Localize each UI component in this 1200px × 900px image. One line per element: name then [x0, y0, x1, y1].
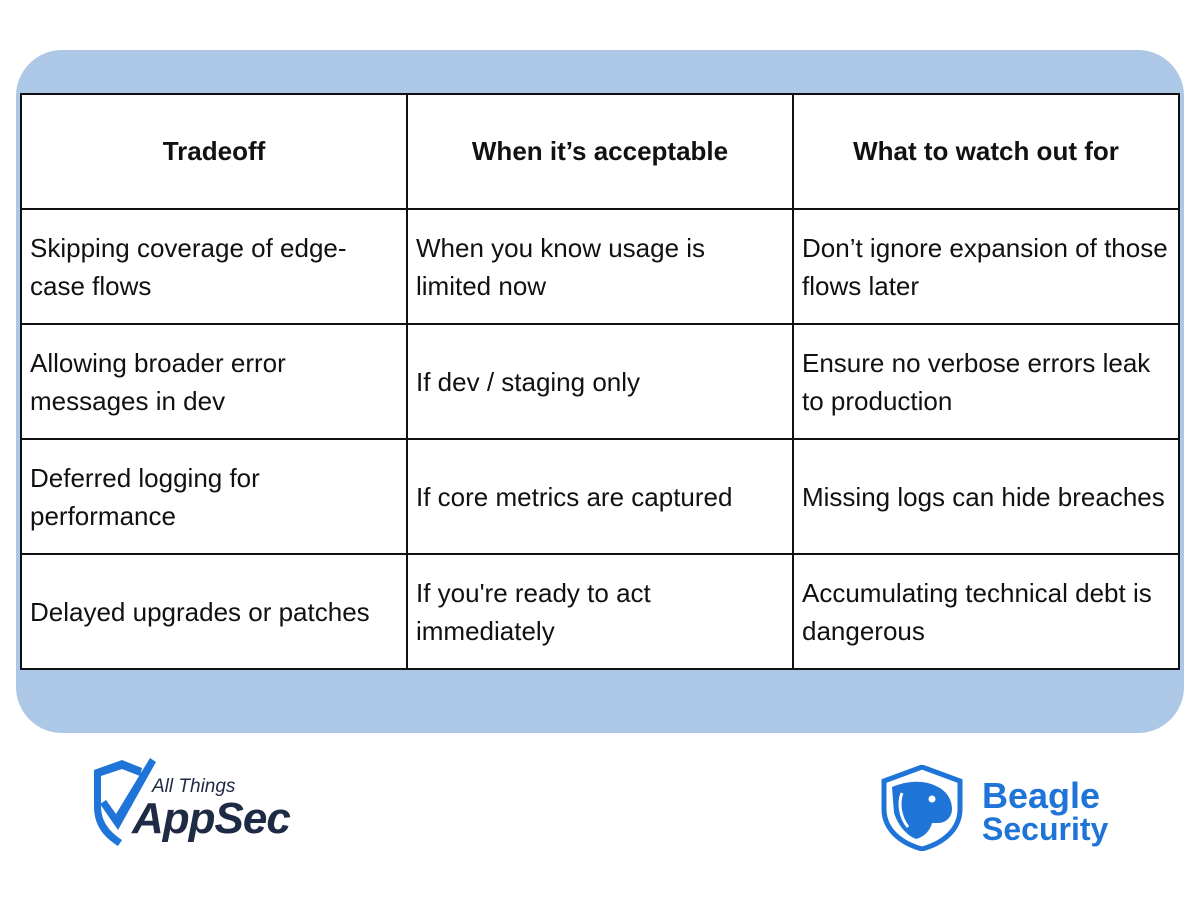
- table-cell: Missing logs can hide breaches: [793, 439, 1179, 554]
- table-row: [21, 209, 1179, 324]
- table-cell: Don’t ignore expansion of those flows later: [793, 209, 1179, 324]
- table-cell: If core metrics are captured: [407, 439, 793, 554]
- appsec-logo-small-text: All Things: [152, 776, 236, 797]
- table-cell: If dev / staging only: [407, 324, 793, 439]
- tradeoff-table: [20, 93, 1180, 670]
- table-cell: Accumulating technical debt is dangerous: [793, 554, 1179, 669]
- table-cell: Ensure no verbose errors leak to production: [793, 324, 1179, 439]
- security-logo-word: Security: [982, 811, 1109, 847]
- table-cell: Skipping coverage of edge-case flows: [21, 209, 407, 324]
- all-things-appsec-logo: [88, 756, 328, 852]
- table-cell: Delayed upgrades or patches: [21, 554, 407, 669]
- column-header-watch-out: What to watch out for: [793, 94, 1179, 209]
- beagle-security-logo: [880, 765, 1120, 855]
- table-cell: Allowing broader error messages in dev: [21, 324, 407, 439]
- table-cell: Deferred logging for performance: [21, 439, 407, 554]
- table-row: [21, 554, 1179, 669]
- beagle-dog-shield-icon: [880, 765, 964, 856]
- table-header-row: [21, 94, 1179, 209]
- column-header-when-acceptable: When it’s acceptable: [407, 94, 793, 209]
- table-cell: If you're ready to act immediately: [407, 554, 793, 669]
- appsec-logo-wordmark: AppSec: [132, 794, 290, 843]
- beagle-logo-word: Beagle: [982, 775, 1101, 816]
- table-row: [21, 324, 1179, 439]
- column-header-tradeoff: Tradeoff: [21, 94, 407, 209]
- table-cell: When you know usage is limited now: [407, 209, 793, 324]
- table-row: [21, 439, 1179, 554]
